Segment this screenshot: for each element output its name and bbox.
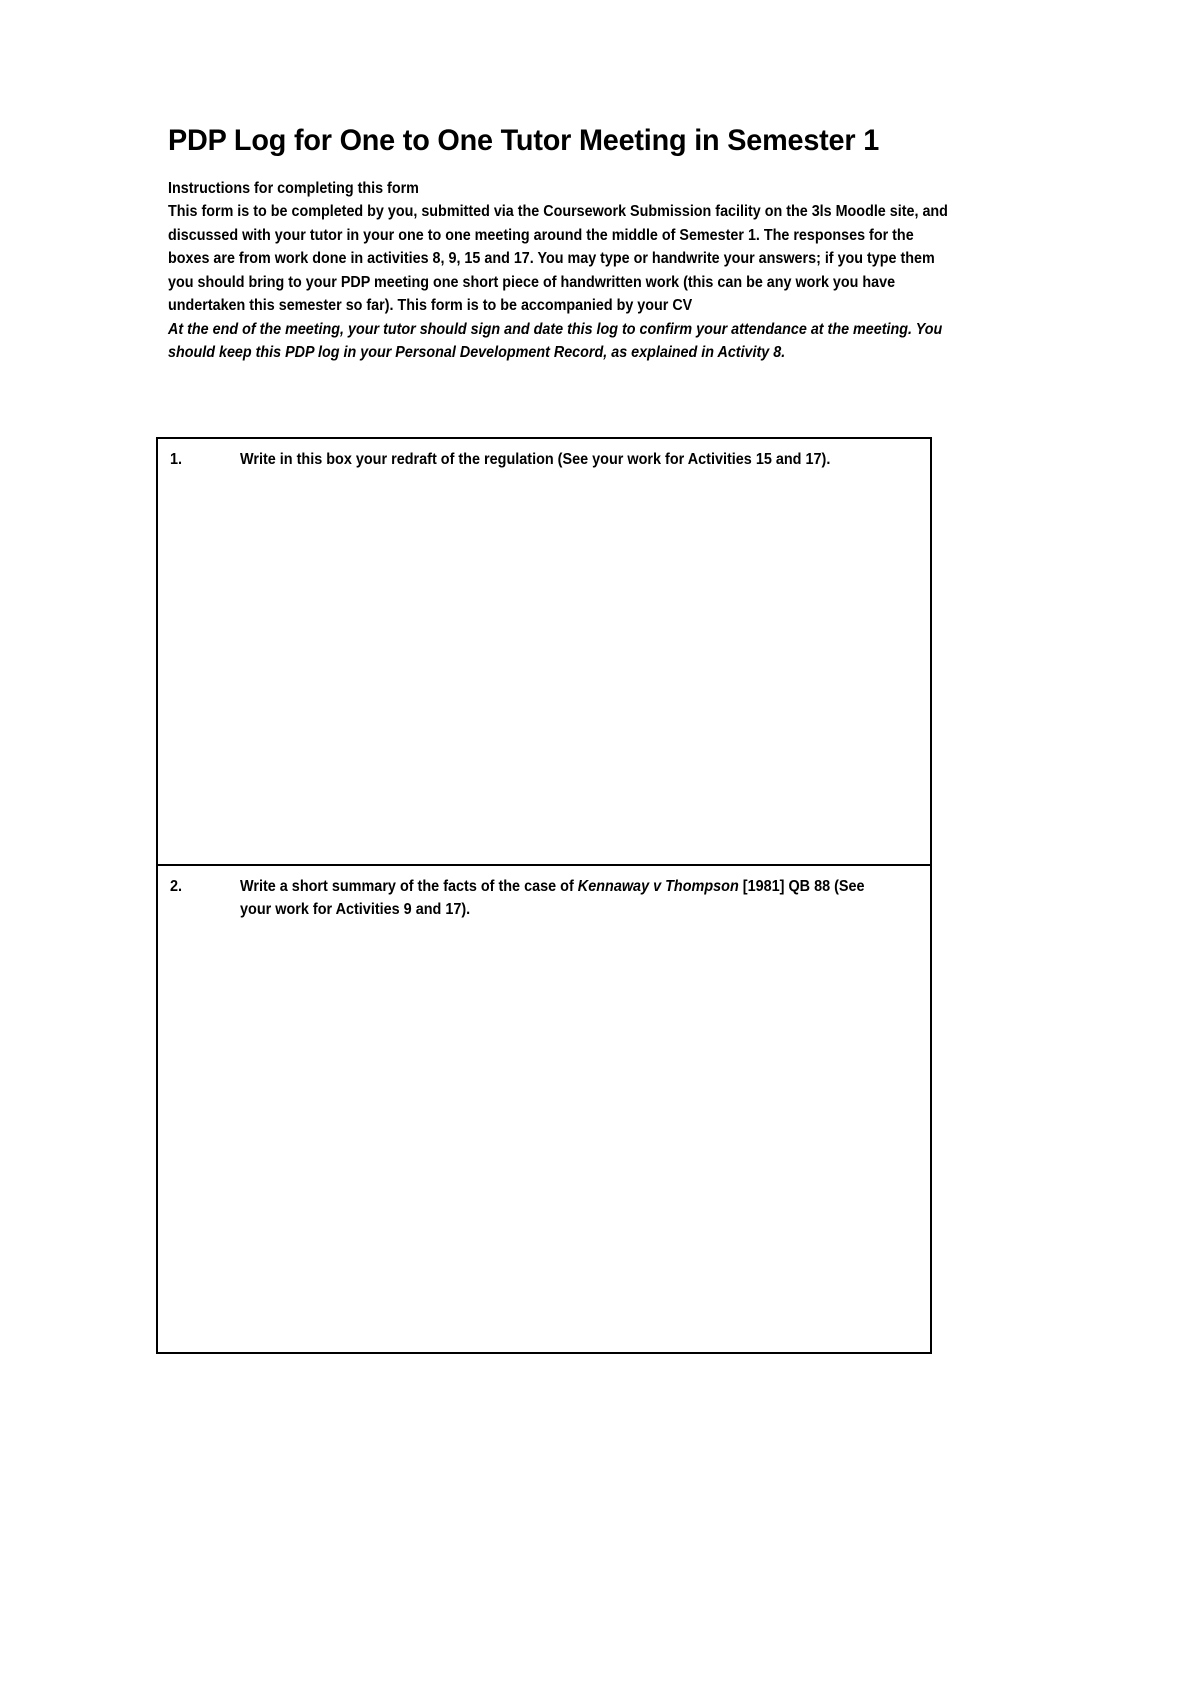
case-citation: Kennaway v Thompson (577, 878, 739, 895)
prompt-text (240, 875, 871, 922)
instructions-body: This form is to be completed by you, submitted via the Coursework Submission facility on the 3ls Moodle site, and discussed with your tutor in your one to one meeting around the middle of Semester 1. The responses for the boxes are from work done in activities 8, 9, 15 and 17. You may type or handwrite your answers; if you type them you should bring to your PDP meeting one short piece of handwritten work (this can be any work you have undertaken this semester so far). This form is to be accompanied by your CV (168, 203, 948, 315)
prompt-text-part-1: Write a short summary of the facts of the case of (240, 878, 578, 895)
table-row (158, 439, 930, 864)
instructions-heading: Instructions for completing this form (168, 179, 419, 197)
document-content (168, 124, 958, 365)
page-title: PDP Log for One to One Tutor Meeting in Semester 1 (168, 124, 880, 157)
prompt-text-part-2: [1981] QB 88 (See your work for Activities 9 and 17). (240, 878, 865, 919)
prompt-number: 2. (170, 878, 183, 895)
pdp-form-table (156, 437, 932, 1354)
prompt-text (240, 448, 871, 471)
instructions-italic-note: At the end of the meeting, your tutor should sign and date this log to confirm your attendance at the meeting. You should keep this PDP log in your Personal Development Record, as explained in Activity 8. (168, 320, 943, 362)
table-row (158, 864, 930, 1352)
answer-field-2[interactable] (170, 922, 918, 932)
prompt-1 (170, 448, 918, 471)
prompt-number: 1. (170, 451, 183, 468)
prompt-2 (170, 875, 918, 922)
instructions-block (168, 177, 959, 365)
answer-field-1[interactable] (170, 471, 918, 481)
prompt-text-part-1: Write in this box your redraft of the regulation (See your work for Activities 15 and 17). (240, 451, 831, 468)
